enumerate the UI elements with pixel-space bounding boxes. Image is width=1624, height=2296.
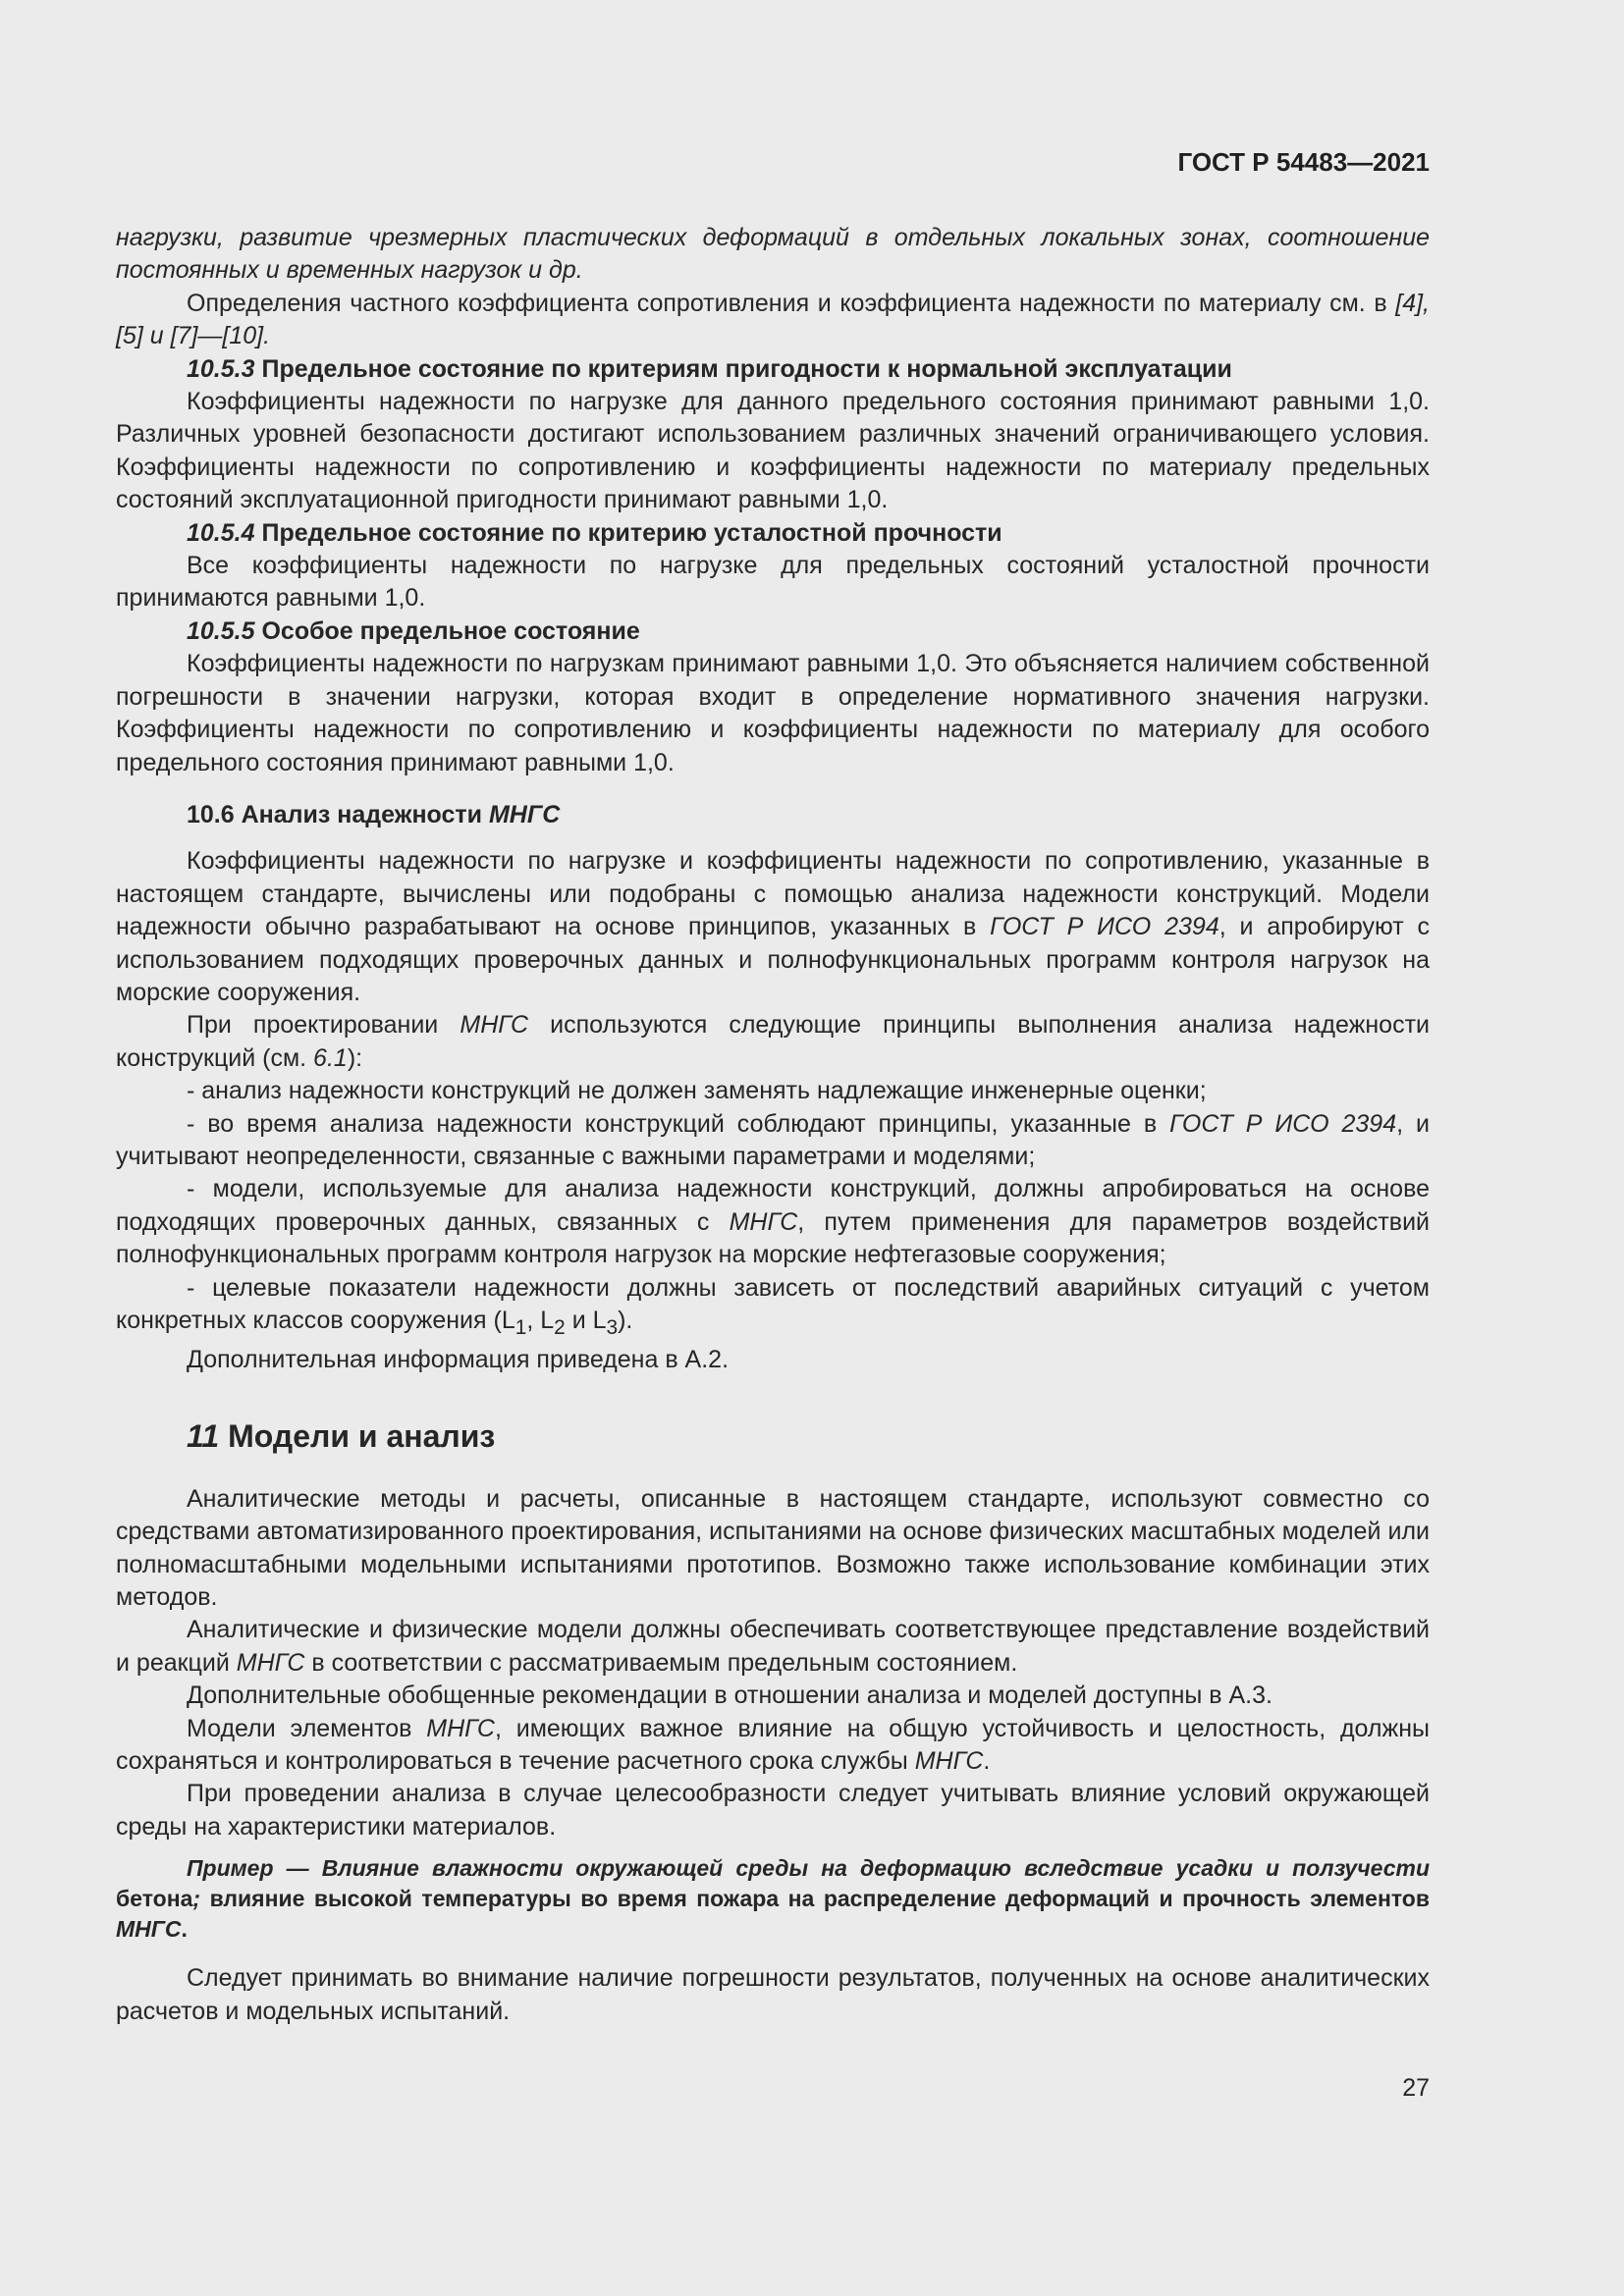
class-symbol: L <box>540 1307 555 1334</box>
text: и <box>565 1307 593 1334</box>
section-number: 10.5.4 <box>187 518 255 547</box>
section-11-paragraph-1: Аналитические методы и расчеты, описанные в настоящем стандарте, используют совместно со средствами автоматизированного проектирования, испытаниями на основе физических масштабных моделей или полномасштабными модельными испытаниями прототипов. Возможно также использование комбинации этих методов. <box>116 1484 1430 1612</box>
section-10-5-3-heading <box>116 353 1430 386</box>
standard-ref: ГОСТ Р ИСО 2394 <box>1169 1109 1397 1138</box>
section-10-6-paragraph-2 <box>116 1009 1430 1075</box>
text: , и апробируют с использованием подходящих проверочных данных и полнофункциональных программ контроля нагрузок на морские сооружения. <box>116 913 1430 1006</box>
text: , путем применения для параметров воздействий полнофункциональных программ контроля нагрузок на морские нефтегазовые сооружения; <box>116 1207 1430 1269</box>
section-11-paragraph-2 <box>116 1614 1430 1680</box>
list-item <box>116 1108 1430 1174</box>
subscript: 1 <box>514 1316 527 1339</box>
text: Коэффициенты надежности по нагрузке и коэффициенты надежности по сопротивлению, указанные в настоящем стандарте, вычислены или подобраны с помощью анализа надежности конструкций. Модели надежности обычно разрабатывают на основе принципов, указанных в <box>116 847 1430 941</box>
section-10-5-3-paragraph: Коэффициенты надежности по нагрузке для данного предельного состояния принимают равными 1,0. Различных уровней безопасности достигают использованием различных значений ограничивающего условия. Коэффициенты надежности по сопротивлению и коэффициенты надежности по материалу предельных состояний эксплуатационной пригодности принимают равными 1,0. <box>116 388 1430 514</box>
text: , и учитывают неопределенности, связанные с важными параметрами и моделями; <box>116 1109 1430 1170</box>
definitions-text: Определения частного коэффициента сопротивления и коэффициента надежности по материалу см. в <box>187 289 1396 317</box>
section-10-5-4-paragraph: Все коэффициенты надежности по нагрузке для предельных состояний усталостной прочности принимаются равными 1,0. <box>116 552 1430 613</box>
subscript: 3 <box>606 1316 619 1339</box>
text: , имеющих важное влияние на общую устойчивость и целостность, должны сохраняться и контролироваться в течение расчетного срока службы <box>116 1714 1431 1776</box>
list-item: - анализ надежности конструкций не должен заменять надлежащие инженерные оценки; <box>187 1077 1207 1105</box>
note-text: бетона <box>116 1886 193 1912</box>
text: ). <box>618 1307 633 1334</box>
abbr: МНГС <box>236 1648 305 1677</box>
example-note <box>116 1853 1430 1945</box>
section-title: 10.6 Анализ надежности <box>187 800 489 828</box>
intro-text: нагрузки, развитие чрезмерных пластических деформаций в отдельных локальных зонах, соотношение постоянных и временных нагрузок и др. <box>116 224 1430 285</box>
note-text: . <box>181 1916 188 1943</box>
definitions-paragraph <box>116 288 1430 353</box>
note-text: ; <box>192 1886 210 1912</box>
text: Аналитические и физические модели должны обеспечивать соответствующее представление воздействий и реакций <box>116 1616 1430 1677</box>
section-11-paragraph-4 <box>116 1713 1430 1779</box>
section-10-5-5-paragraph: Коэффициенты надежности по нагрузкам принимают равными 1,0. Это объясняется наличием собственной погрешности в значении нагрузки, которая входит в определение нормативного значения нагрузки. Коэффициенты надежности по сопротивлению и коэффициенты надежности по материалу для особого предельного состояния принимают равными 1,0. <box>116 650 1430 776</box>
section-11-heading <box>116 1416 1430 1456</box>
text: - во время анализа надежности конструкций соблюдают принципы, указанные в <box>187 1109 1170 1138</box>
section-title: Особое предельное состояние <box>261 616 640 645</box>
document-number: ГОСТ Р 54483—2021 <box>1177 147 1430 177</box>
note-text: влияние высокой температуры во время пожара на распределение деформаций и прочность элементов <box>209 1886 1430 1912</box>
standard-ref: ГОСТ Р ИСО 2394 <box>990 913 1219 941</box>
section-11-paragraph-3: Дополнительные обобщенные рекомендации в отношении анализа и моделей доступны в А.3. <box>187 1682 1272 1710</box>
intro-paragraph <box>116 222 1430 288</box>
abbr: МНГС <box>729 1207 798 1236</box>
class-symbol: L <box>501 1307 515 1334</box>
page-number: 27 <box>1402 2074 1430 2102</box>
text: - целевые показатели надежности должны зависеть от последствий аварийных ситуаций с учетом конкретных классов сооружения ( <box>116 1273 1430 1334</box>
text: ): <box>347 1043 363 1072</box>
abbr: МНГС <box>426 1714 495 1742</box>
section-number: 11 <box>187 1417 220 1454</box>
note-text: Пример — Влияние влажности окружающей среды на деформацию вследствие усадки и ползучести <box>187 1855 1430 1882</box>
section-10-6-heading <box>116 799 1430 831</box>
additional-info-paragraph: Дополнительная информация приведена в А.2. <box>187 1346 730 1374</box>
section-title: Предельное состояние по критериям пригодности к нормальной эксплуатации <box>261 354 1232 383</box>
abbr: МНГС <box>460 1011 529 1040</box>
clause-ref: 6.1 <box>313 1043 348 1072</box>
section-number: 10.5.3 <box>187 354 255 383</box>
abbr: МНГС <box>116 1916 182 1943</box>
text: Модели элементов <box>187 1714 427 1742</box>
list-item <box>116 1272 1430 1345</box>
text: При проектировании <box>187 1011 460 1040</box>
definitions-refs: [4], [5] и [7]—[10]. <box>116 289 1430 350</box>
text: используются следующие принципы выполнения анализа надежности конструкций (см. <box>116 1011 1430 1072</box>
section-title: Модели и анализ <box>219 1417 496 1454</box>
subscript: 2 <box>554 1316 566 1339</box>
page-body <box>116 222 1430 2028</box>
section-title: Предельное состояние по критерию усталостной прочности <box>261 518 1002 547</box>
list-item <box>116 1173 1430 1271</box>
text: в соответствии с рассматриваемым предельным состоянием. <box>304 1648 1018 1677</box>
section-number: 10.5.5 <box>187 616 255 645</box>
text: , <box>526 1307 541 1334</box>
text: - модели, используемые для анализа надежности конструкций, должны апробироваться на основе подходящих проверочных данных, связанных с <box>116 1175 1430 1236</box>
text: . <box>983 1747 991 1776</box>
abbr: МНГС <box>914 1747 984 1776</box>
section-11-paragraph-6: Следует принимать во внимание наличие погрешности результатов, полученных на основе аналитических расчетов и модельных испытаний. <box>116 1964 1430 2025</box>
section-11-paragraph-5: При проведении анализа в случае целесообразности следует учитывать влияние условий окружающей среды на характеристики материалов. <box>116 1780 1430 1841</box>
section-10-5-4-heading <box>116 517 1430 550</box>
class-symbol: L <box>592 1307 607 1334</box>
section-10-6-paragraph-1 <box>116 845 1430 1009</box>
section-10-5-5-heading <box>116 615 1430 648</box>
section-title-abbr: МНГС <box>488 800 561 828</box>
